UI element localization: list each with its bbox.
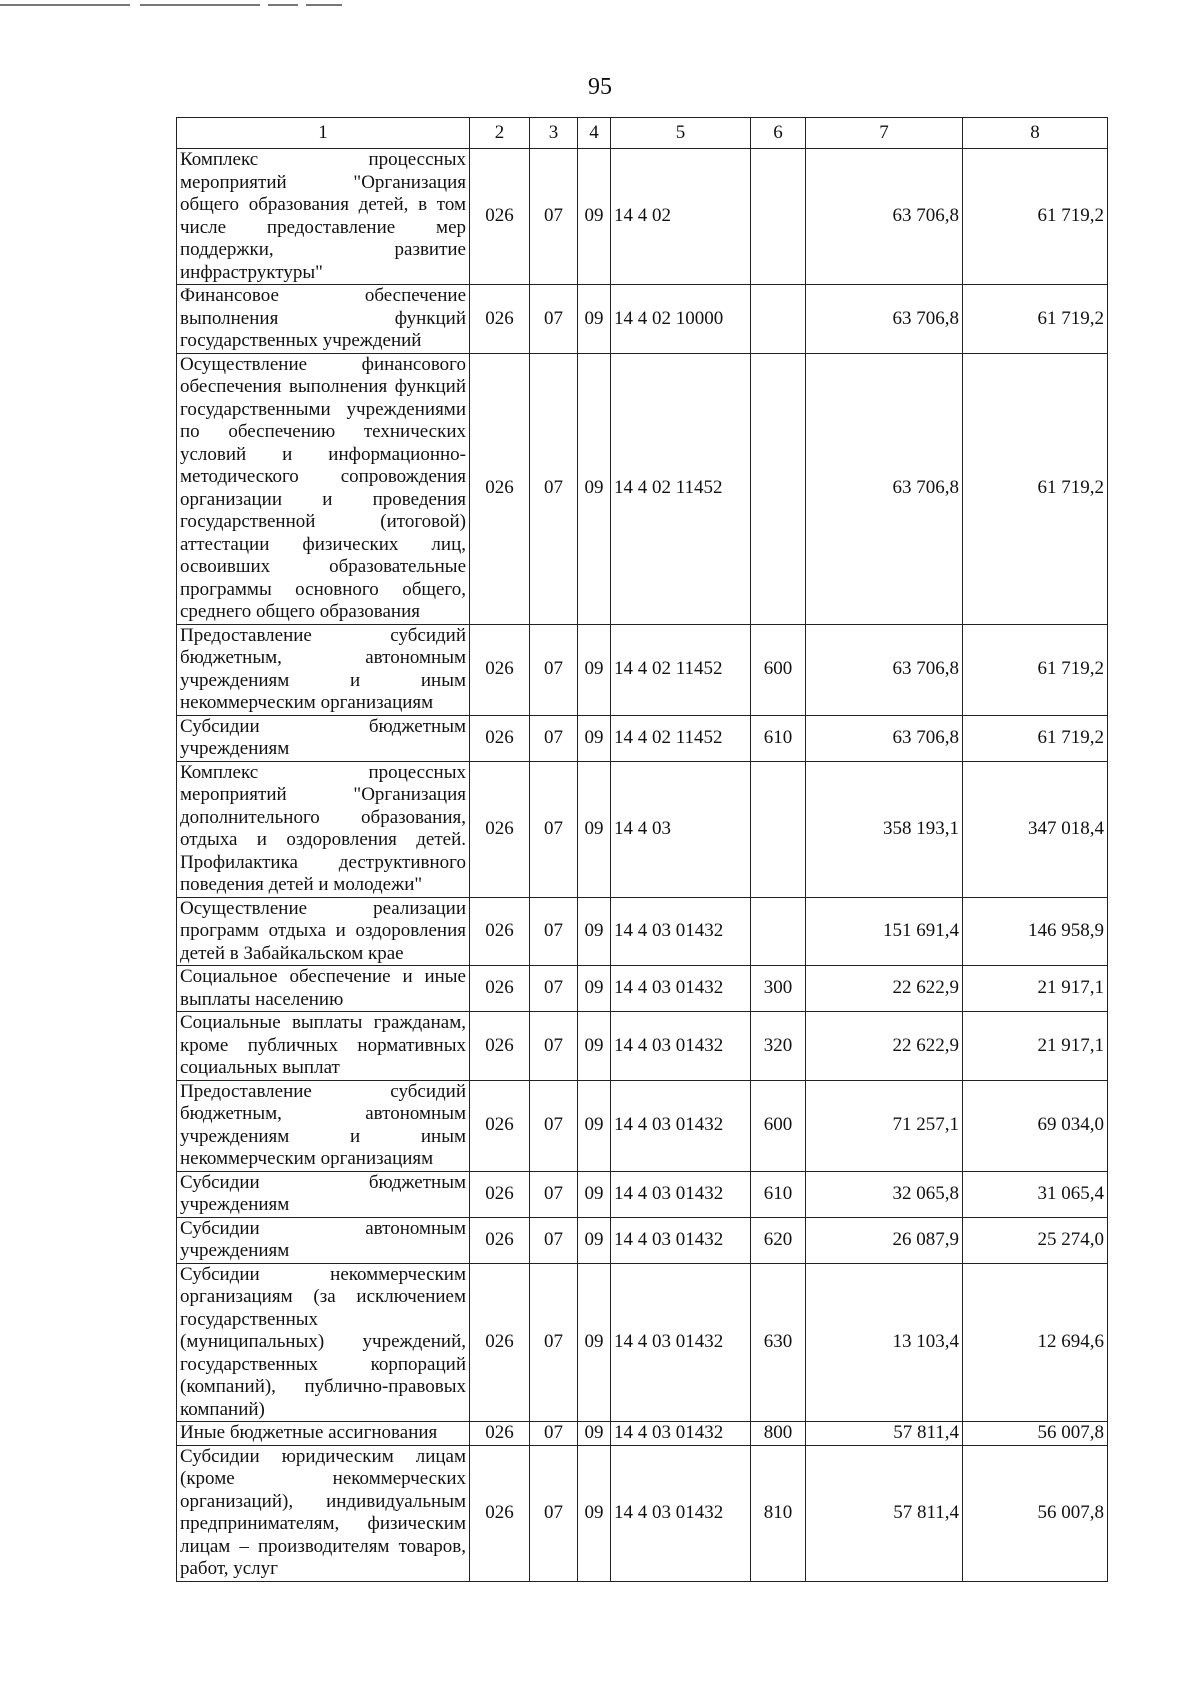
table-row xyxy=(177,1263,1108,1422)
budget-table xyxy=(176,117,1108,1582)
row-name-cell: Субсидии автономным учреждениям xyxy=(177,1217,470,1263)
code-target-article-cell: 14 4 03 01432 xyxy=(611,1080,751,1171)
amount-year2-cell: 25 274,0 xyxy=(963,1217,1108,1263)
code-admin-cell: 026 xyxy=(470,761,530,897)
code-subsection-cell: 09 xyxy=(578,1012,611,1081)
amount-year2-cell: 31 065,4 xyxy=(963,1171,1108,1217)
amount-year1-cell: 32 065,8 xyxy=(806,1171,963,1217)
code-subsection-cell: 09 xyxy=(578,1263,611,1422)
code-expense-type-cell xyxy=(751,761,806,897)
code-target-article-cell: 14 4 02 xyxy=(611,149,751,285)
code-section-cell: 07 xyxy=(530,624,578,715)
code-expense-type-cell: 600 xyxy=(751,1080,806,1171)
amount-year1-cell: 63 706,8 xyxy=(806,715,963,761)
code-target-article-cell: 14 4 02 11452 xyxy=(611,624,751,715)
amount-year1-cell: 57 811,4 xyxy=(806,1422,963,1446)
row-name-cell: Социальные выплаты гражданам, кроме публичных нормативных социальных выплат xyxy=(177,1012,470,1081)
code-section-cell: 07 xyxy=(530,897,578,966)
code-admin-cell: 026 xyxy=(470,624,530,715)
code-subsection-cell: 09 xyxy=(578,897,611,966)
amount-year2-cell: 56 007,8 xyxy=(963,1445,1108,1581)
code-subsection-cell: 09 xyxy=(578,1080,611,1171)
code-admin-cell: 026 xyxy=(470,285,530,354)
code-admin-cell: 026 xyxy=(470,1422,530,1446)
row-name-cell: Субсидии юридическим лицам (кроме некоммерческих организаций), индивидуальным предпринимателям, физическим лицам – производителям товаров, работ, услуг xyxy=(177,1445,470,1581)
amount-year1-cell: 63 706,8 xyxy=(806,353,963,624)
code-expense-type-cell: 620 xyxy=(751,1217,806,1263)
code-subsection-cell: 09 xyxy=(578,285,611,354)
code-subsection-cell: 09 xyxy=(578,1217,611,1263)
code-subsection-cell: 09 xyxy=(578,624,611,715)
column-header: 6 xyxy=(751,118,806,149)
table-row xyxy=(177,353,1108,624)
code-section-cell: 07 xyxy=(530,715,578,761)
column-header: 4 xyxy=(578,118,611,149)
row-name-cell: Комплекс процессных мероприятий "Организация дополнительного образования, отдыха и оздоровления детей. Профилактика деструктивного поведения детей и молодежи" xyxy=(177,761,470,897)
column-header: 8 xyxy=(963,118,1108,149)
code-target-article-cell: 14 4 03 01432 xyxy=(611,1012,751,1081)
code-target-article-cell: 14 4 02 11452 xyxy=(611,353,751,624)
code-expense-type-cell: 600 xyxy=(751,624,806,715)
code-target-article-cell: 14 4 03 01432 xyxy=(611,1263,751,1422)
code-expense-type-cell: 610 xyxy=(751,1171,806,1217)
row-name-cell: Комплекс процессных мероприятий "Организация общего образования детей, в том числе предоставление мер поддержки, развитие инфраструктуры" xyxy=(177,149,470,285)
amount-year2-cell: 61 719,2 xyxy=(963,285,1108,354)
column-header: 1 xyxy=(177,118,470,149)
table-row xyxy=(177,624,1108,715)
code-expense-type-cell: 320 xyxy=(751,1012,806,1081)
row-name-cell: Осуществление реализации программ отдыха и оздоровления детей в Забайкальском крае xyxy=(177,897,470,966)
amount-year1-cell: 26 087,9 xyxy=(806,1217,963,1263)
code-target-article-cell: 14 4 02 11452 xyxy=(611,715,751,761)
page-number: 95 xyxy=(588,74,612,100)
column-header: 2 xyxy=(470,118,530,149)
code-section-cell: 07 xyxy=(530,1422,578,1446)
row-name-cell: Субсидии бюджетным учреждениям xyxy=(177,1171,470,1217)
code-expense-type-cell xyxy=(751,897,806,966)
code-section-cell: 07 xyxy=(530,966,578,1012)
table-row xyxy=(177,1012,1108,1081)
amount-year2-cell: 12 694,6 xyxy=(963,1263,1108,1422)
amount-year1-cell: 22 622,9 xyxy=(806,1012,963,1081)
row-name-cell: Иные бюджетные ассигнования xyxy=(177,1422,470,1446)
table-header-row xyxy=(177,118,1108,149)
code-section-cell: 07 xyxy=(530,1445,578,1581)
code-target-article-cell: 14 4 03 01432 xyxy=(611,1422,751,1446)
amount-year1-cell: 13 103,4 xyxy=(806,1263,963,1422)
code-admin-cell: 026 xyxy=(470,1080,530,1171)
amount-year1-cell: 63 706,8 xyxy=(806,149,963,285)
code-expense-type-cell: 630 xyxy=(751,1263,806,1422)
code-expense-type-cell: 300 xyxy=(751,966,806,1012)
row-name-cell: Осуществление финансового обеспечения выполнения функций государственными учреждениями по обеспечению технических условий и информационно-методического сопровождения организации и проведения государственной (итоговой) аттестации физических лиц, освоивших образовательные программы основного общего, среднего общего образования xyxy=(177,353,470,624)
amount-year2-cell: 146 958,9 xyxy=(963,897,1108,966)
code-expense-type-cell xyxy=(751,353,806,624)
row-name-cell: Субсидии некоммерческим организациям (за исключением государственных (муниципальных) учреждений, государственных корпораций (компаний), публично-правовых компаний) xyxy=(177,1263,470,1422)
table-row xyxy=(177,1445,1108,1581)
row-name-cell: Финансовое обеспечение выполнения функций государственных учреждений xyxy=(177,285,470,354)
code-admin-cell: 026 xyxy=(470,1012,530,1081)
code-section-cell: 07 xyxy=(530,1171,578,1217)
code-target-article-cell: 14 4 03 01432 xyxy=(611,1217,751,1263)
code-expense-type-cell: 810 xyxy=(751,1445,806,1581)
code-subsection-cell: 09 xyxy=(578,149,611,285)
code-admin-cell: 026 xyxy=(470,1263,530,1422)
code-admin-cell: 026 xyxy=(470,1171,530,1217)
table-row xyxy=(177,285,1108,354)
row-name-cell: Предоставление субсидий бюджетным, автономным учреждениям и иным некоммерческим организациям xyxy=(177,1080,470,1171)
amount-year2-cell: 56 007,8 xyxy=(963,1422,1108,1446)
code-subsection-cell: 09 xyxy=(578,1171,611,1217)
amount-year1-cell: 71 257,1 xyxy=(806,1080,963,1171)
amount-year2-cell: 61 719,2 xyxy=(963,624,1108,715)
amount-year2-cell: 61 719,2 xyxy=(963,149,1108,285)
table-row xyxy=(177,966,1108,1012)
code-section-cell: 07 xyxy=(530,1012,578,1081)
code-section-cell: 07 xyxy=(530,1263,578,1422)
table-row xyxy=(177,1422,1108,1446)
code-admin-cell: 026 xyxy=(470,897,530,966)
amount-year2-cell: 61 719,2 xyxy=(963,715,1108,761)
code-admin-cell: 026 xyxy=(470,149,530,285)
row-name-cell: Предоставление субсидий бюджетным, автономным учреждениям и иным некоммерческим организациям xyxy=(177,624,470,715)
code-section-cell: 07 xyxy=(530,1217,578,1263)
code-subsection-cell: 09 xyxy=(578,761,611,897)
amount-year1-cell: 63 706,8 xyxy=(806,285,963,354)
table-row xyxy=(177,1080,1108,1171)
code-section-cell: 07 xyxy=(530,285,578,354)
column-header: 3 xyxy=(530,118,578,149)
amount-year1-cell: 151 691,4 xyxy=(806,897,963,966)
amount-year1-cell: 22 622,9 xyxy=(806,966,963,1012)
code-section-cell: 07 xyxy=(530,761,578,897)
scan-edge-mark xyxy=(140,4,260,6)
table-row xyxy=(177,1217,1108,1263)
code-expense-type-cell: 800 xyxy=(751,1422,806,1446)
code-admin-cell: 026 xyxy=(470,353,530,624)
scan-edge-mark xyxy=(268,4,298,6)
amount-year2-cell: 61 719,2 xyxy=(963,353,1108,624)
table-row xyxy=(177,761,1108,897)
code-expense-type-cell: 610 xyxy=(751,715,806,761)
amount-year2-cell: 69 034,0 xyxy=(963,1080,1108,1171)
amount-year1-cell: 63 706,8 xyxy=(806,624,963,715)
table-row xyxy=(177,715,1108,761)
code-section-cell: 07 xyxy=(530,1080,578,1171)
amount-year2-cell: 21 917,1 xyxy=(963,1012,1108,1081)
table-row xyxy=(177,1171,1108,1217)
amount-year1-cell: 358 193,1 xyxy=(806,761,963,897)
scan-edge-mark xyxy=(306,4,342,6)
column-header: 7 xyxy=(806,118,963,149)
scan-edge-mark xyxy=(0,4,130,6)
amount-year1-cell: 57 811,4 xyxy=(806,1445,963,1581)
table-row xyxy=(177,149,1108,285)
code-subsection-cell: 09 xyxy=(578,1422,611,1446)
code-subsection-cell: 09 xyxy=(578,966,611,1012)
code-section-cell: 07 xyxy=(530,353,578,624)
code-expense-type-cell xyxy=(751,149,806,285)
code-target-article-cell: 14 4 02 10000 xyxy=(611,285,751,354)
code-expense-type-cell xyxy=(751,285,806,354)
row-name-cell: Социальное обеспечение и иные выплаты населению xyxy=(177,966,470,1012)
code-subsection-cell: 09 xyxy=(578,715,611,761)
code-admin-cell: 026 xyxy=(470,1217,530,1263)
code-admin-cell: 026 xyxy=(470,715,530,761)
code-target-article-cell: 14 4 03 01432 xyxy=(611,1445,751,1581)
column-header: 5 xyxy=(611,118,751,149)
code-subsection-cell: 09 xyxy=(578,1445,611,1581)
amount-year2-cell: 347 018,4 xyxy=(963,761,1108,897)
code-admin-cell: 026 xyxy=(470,966,530,1012)
code-target-article-cell: 14 4 03 01432 xyxy=(611,966,751,1012)
row-name-cell: Субсидии бюджетным учреждениям xyxy=(177,715,470,761)
code-admin-cell: 026 xyxy=(470,1445,530,1581)
code-subsection-cell: 09 xyxy=(578,353,611,624)
code-target-article-cell: 14 4 03 01432 xyxy=(611,897,751,966)
code-target-article-cell: 14 4 03 01432 xyxy=(611,1171,751,1217)
code-target-article-cell: 14 4 03 xyxy=(611,761,751,897)
table-row xyxy=(177,897,1108,966)
amount-year2-cell: 21 917,1 xyxy=(963,966,1108,1012)
code-section-cell: 07 xyxy=(530,149,578,285)
